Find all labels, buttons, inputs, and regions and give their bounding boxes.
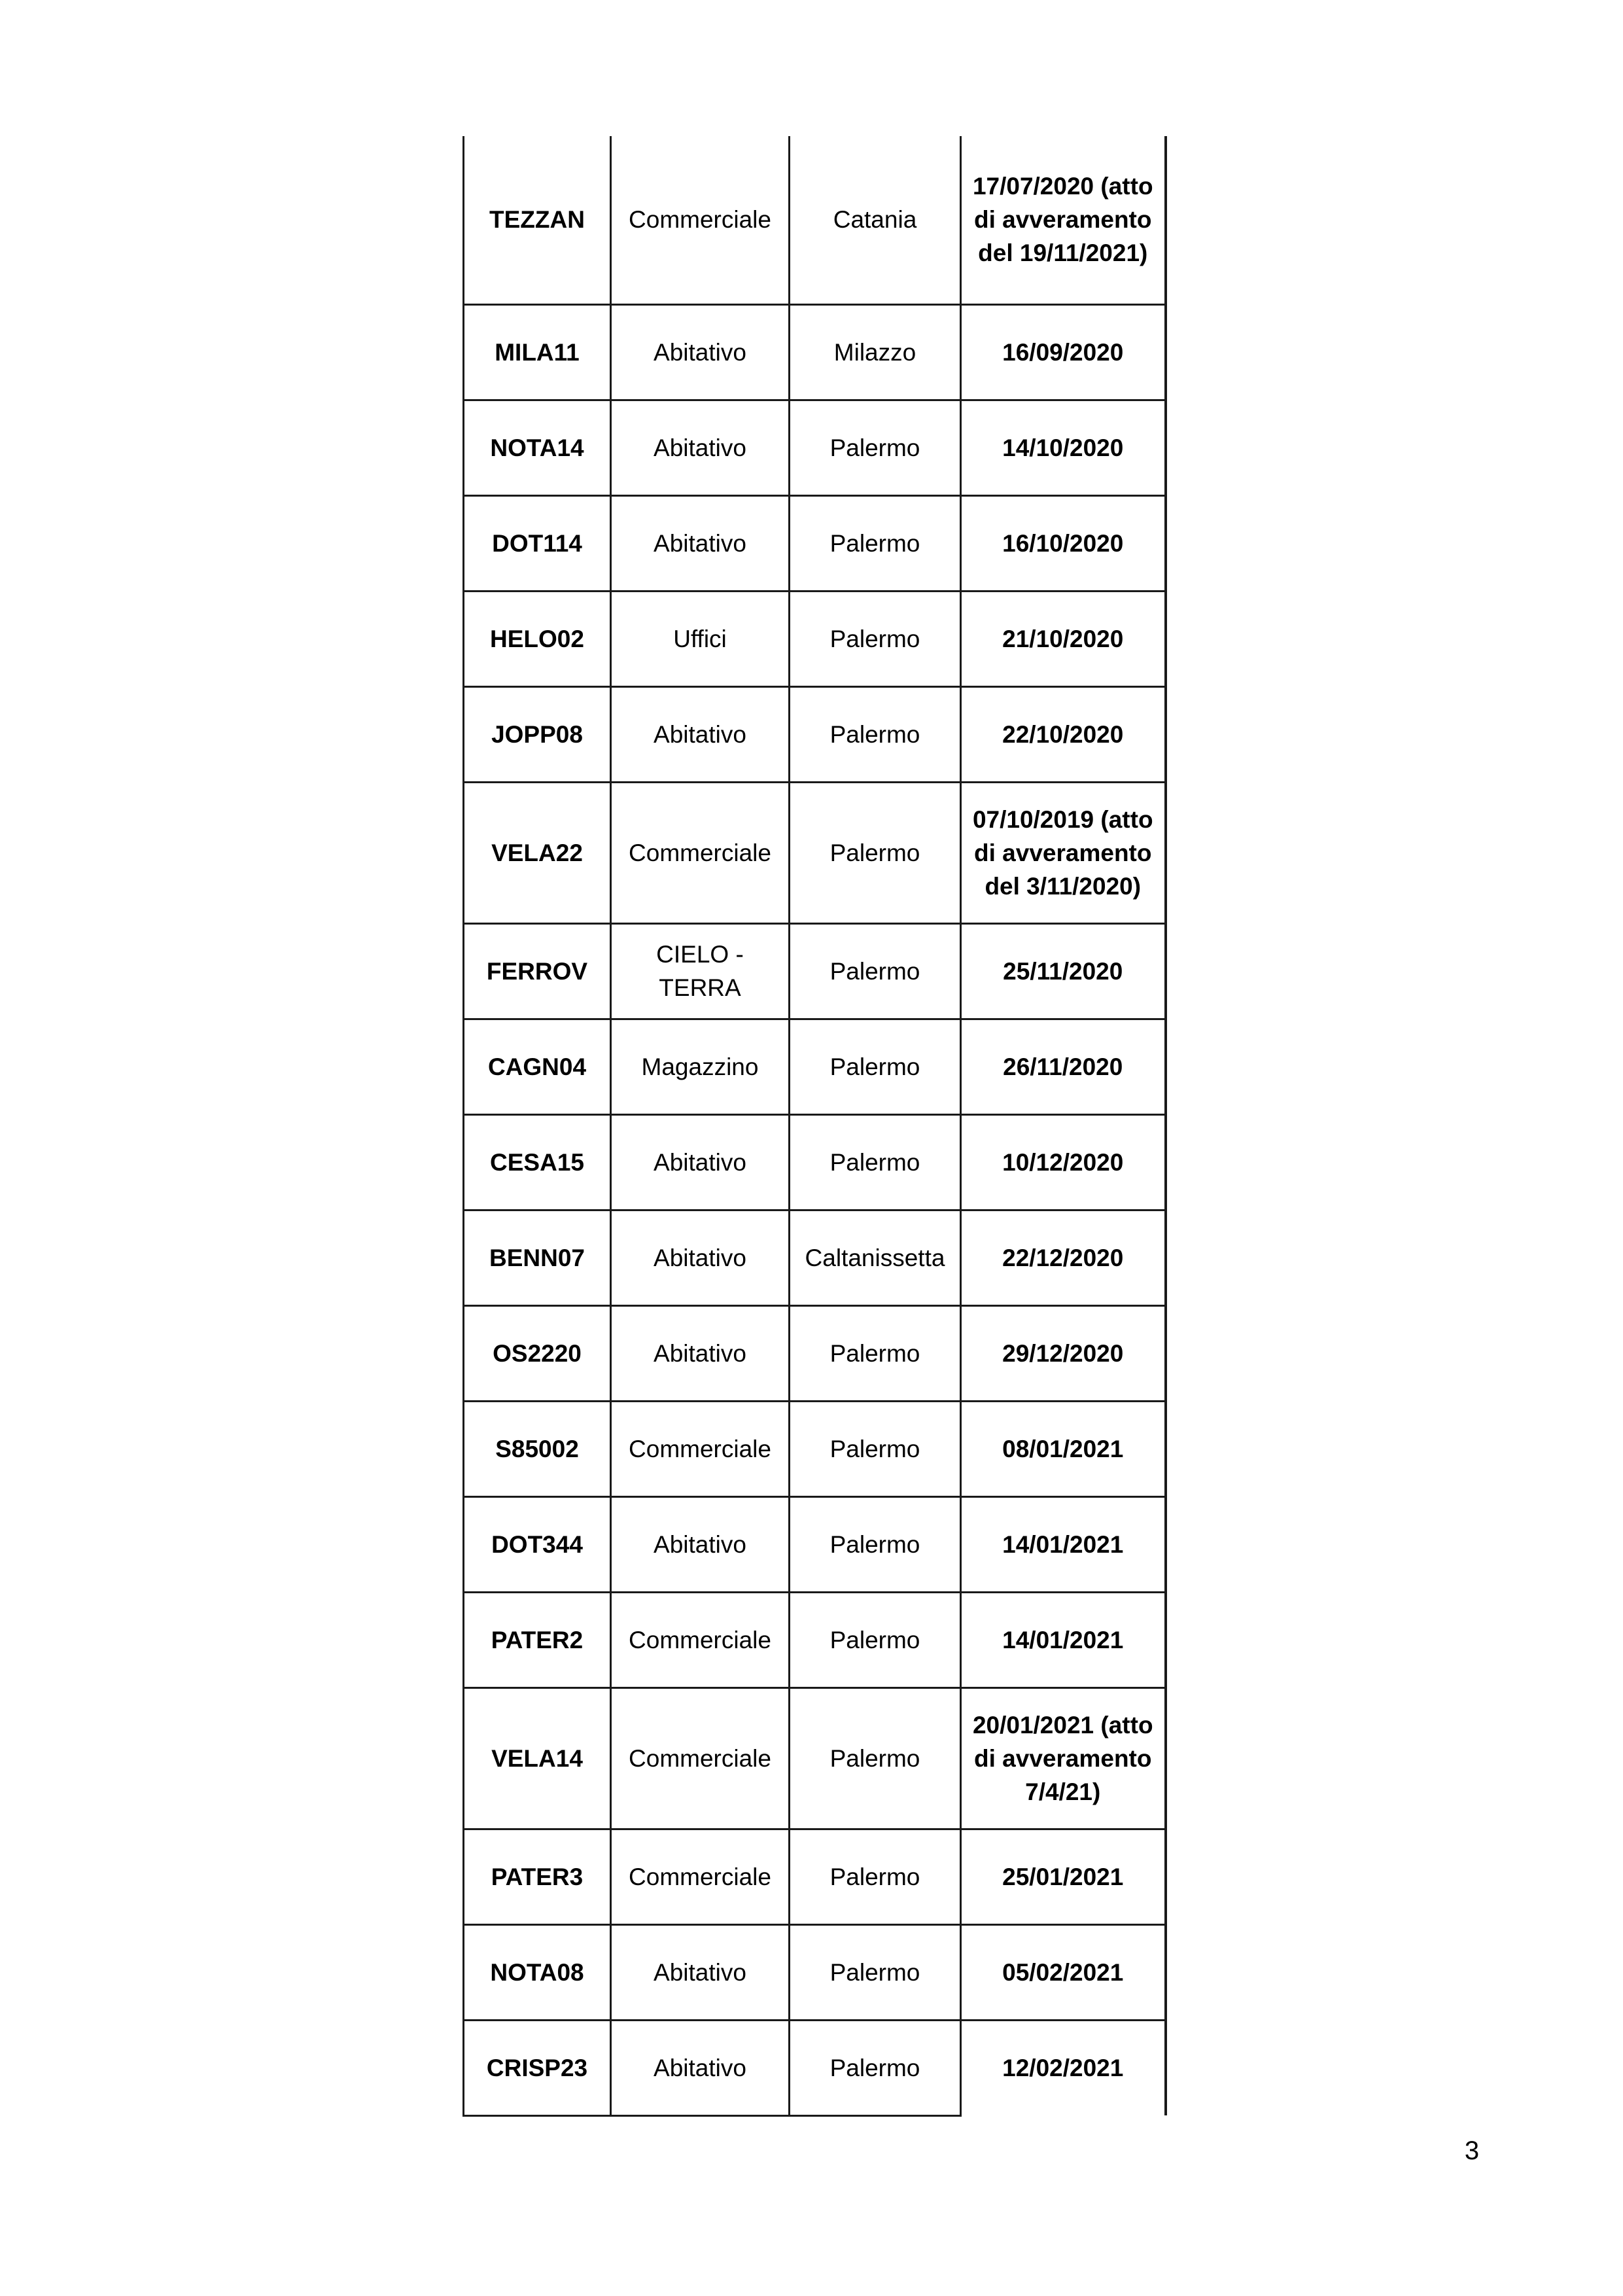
table-row	[464, 1592, 1166, 1687]
property-code: OS2220	[464, 1305, 611, 1401]
property-use: Abitativo	[611, 1210, 790, 1305]
property-date: 22/10/2020	[961, 686, 1166, 782]
property-code: MILA11	[464, 304, 611, 400]
property-city: Palermo	[790, 1401, 961, 1496]
property-code: NOTA14	[464, 400, 611, 495]
property-use: Abitativo	[611, 495, 790, 591]
property-city: Palermo	[790, 1019, 961, 1114]
property-date: 05/02/2021	[961, 1924, 1166, 2020]
property-table-body	[464, 136, 1166, 2115]
table-row	[464, 686, 1166, 782]
property-date: 22/12/2020	[961, 1210, 1166, 1305]
property-use: Abitativo	[611, 686, 790, 782]
property-date: 16/09/2020	[961, 304, 1166, 400]
property-date: 21/10/2020	[961, 591, 1166, 686]
table-row	[464, 2020, 1166, 2115]
property-city: Palermo	[790, 686, 961, 782]
property-date: 20/01/2021 (atto di avveramento 7/4/21)	[961, 1687, 1166, 1829]
property-city: Palermo	[790, 1496, 961, 1592]
property-city: Catania	[790, 136, 961, 304]
property-date: 07/10/2019 (atto di avveramento del 3/11/2020)	[961, 782, 1166, 923]
property-use: Abitativo	[611, 2020, 790, 2115]
table-row	[464, 1305, 1166, 1401]
table-row	[464, 495, 1166, 591]
property-date: 08/01/2021	[961, 1401, 1166, 1496]
table-row	[464, 136, 1166, 304]
table-row	[464, 1496, 1166, 1592]
property-code: JOPP08	[464, 686, 611, 782]
table-row	[464, 1114, 1166, 1210]
property-use: Abitativo	[611, 1924, 790, 2020]
property-city: Milazzo	[790, 304, 961, 400]
table-row	[464, 1210, 1166, 1305]
table-row	[464, 1829, 1166, 1924]
property-code: BENN07	[464, 1210, 611, 1305]
property-use: Commerciale	[611, 1592, 790, 1687]
property-code: PATER3	[464, 1829, 611, 1924]
property-code: VELA14	[464, 1687, 611, 1829]
property-table	[462, 136, 1167, 2117]
property-code: NOTA08	[464, 1924, 611, 2020]
property-date: 14/01/2021	[961, 1496, 1166, 1592]
property-use: Commerciale	[611, 1829, 790, 1924]
property-date: 29/12/2020	[961, 1305, 1166, 1401]
property-date: 16/10/2020	[961, 495, 1166, 591]
property-use: Abitativo	[611, 1496, 790, 1592]
property-city: Palermo	[790, 1687, 961, 1829]
property-code: FERROV	[464, 923, 611, 1019]
property-code: CRISP23	[464, 2020, 611, 2115]
property-date: 14/01/2021	[961, 1592, 1166, 1687]
property-use: Abitativo	[611, 304, 790, 400]
property-date: 10/12/2020	[961, 1114, 1166, 1210]
table-row	[464, 1687, 1166, 1829]
property-date: 17/07/2020 (atto di avveramento del 19/11/2021)	[961, 136, 1166, 304]
table-row	[464, 591, 1166, 686]
table-row	[464, 782, 1166, 923]
property-code: HELO02	[464, 591, 611, 686]
property-city: Palermo	[790, 923, 961, 1019]
property-use: Abitativo	[611, 1114, 790, 1210]
property-city: Caltanissetta	[790, 1210, 961, 1305]
property-code: CAGN04	[464, 1019, 611, 1114]
property-code: VELA22	[464, 782, 611, 923]
property-date: 25/01/2021	[961, 1829, 1166, 1924]
property-use: Commerciale	[611, 136, 790, 304]
property-use: Abitativo	[611, 1305, 790, 1401]
property-city: Palermo	[790, 1924, 961, 2020]
property-use: Commerciale	[611, 782, 790, 923]
property-code: CESA15	[464, 1114, 611, 1210]
property-date: 25/11/2020	[961, 923, 1166, 1019]
property-code: DOT114	[464, 495, 611, 591]
property-use: Commerciale	[611, 1687, 790, 1829]
page-number: 3	[1464, 2136, 1480, 2165]
property-city: Palermo	[790, 495, 961, 591]
table-row	[464, 923, 1166, 1019]
property-use: Magazzino	[611, 1019, 790, 1114]
property-date: 26/11/2020	[961, 1019, 1166, 1114]
table-row	[464, 400, 1166, 495]
property-city: Palermo	[790, 2020, 961, 2115]
property-code: TEZZAN	[464, 136, 611, 304]
property-city: Palermo	[790, 1592, 961, 1687]
property-city: Palermo	[790, 400, 961, 495]
table-row	[464, 1924, 1166, 2020]
property-code: S85002	[464, 1401, 611, 1496]
property-use: Commerciale	[611, 1401, 790, 1496]
property-use: Uffici	[611, 591, 790, 686]
table-row	[464, 1401, 1166, 1496]
property-city: Palermo	[790, 1114, 961, 1210]
table-row	[464, 304, 1166, 400]
property-use: CIELO - TERRA	[611, 923, 790, 1019]
property-date: 12/02/2021	[961, 2020, 1166, 2115]
property-city: Palermo	[790, 1829, 961, 1924]
property-use: Abitativo	[611, 400, 790, 495]
property-city: Palermo	[790, 782, 961, 923]
property-code: PATER2	[464, 1592, 611, 1687]
property-date: 14/10/2020	[961, 400, 1166, 495]
table-row	[464, 1019, 1166, 1114]
property-city: Palermo	[790, 591, 961, 686]
property-code: DOT344	[464, 1496, 611, 1592]
property-city: Palermo	[790, 1305, 961, 1401]
